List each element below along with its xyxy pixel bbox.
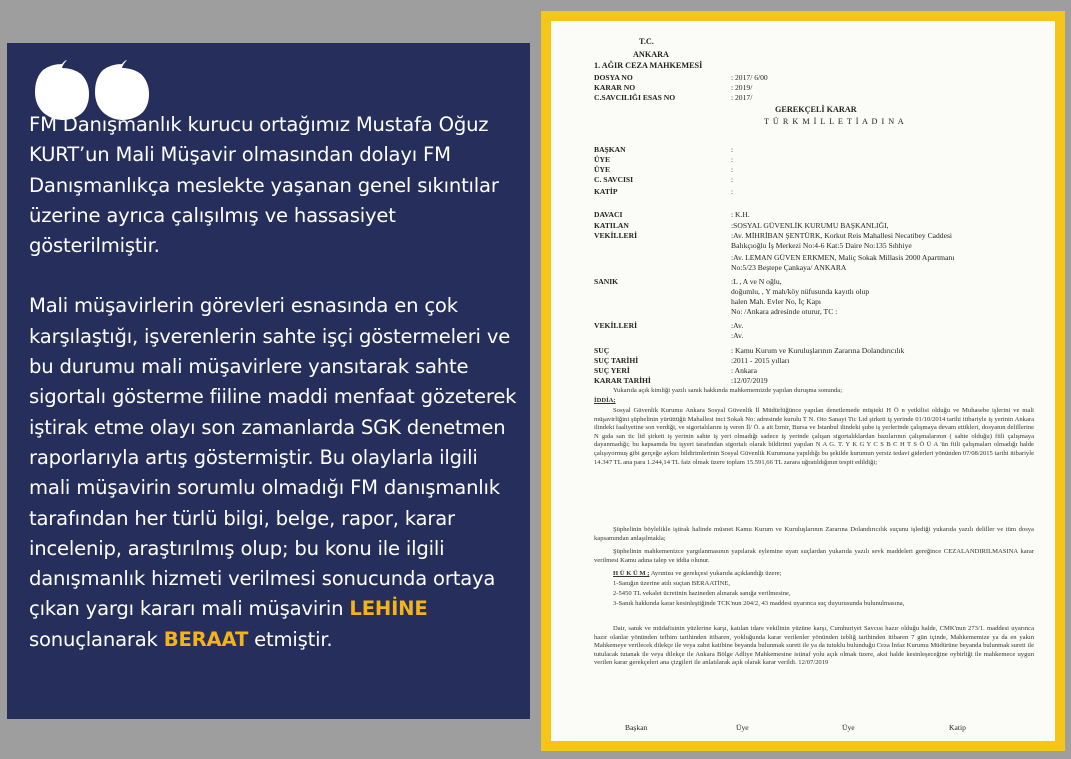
doc-paragraph-1: Sosyal Güvenlik Kurumu Ankara Sosyal Güvenlik İl Müdürlüğünce yapılan denetlemede müşteki H Ö n yetkilisi olduğu ve Muhasebe işlerini ve mali müşavirliğini şüphelinin yürüttüğü Mahallesi inci Sokak No: adresinde kurulu T N. Oto Sanayi Tic Ltd şirketi iş yerinde 01/10/2014 tarihi itibariyle iş yerinin Ankara ilindeki faaliyetine son verdiği, ve sigortalılarını iş veren İl/ Ö. a ait İzmir, Bursa ve İstanbul ilindeki şube iş yerlerinde çalışmaya devam ettikleri, dosyanın delillerine N gıda san tic ltd şirketi iş yerinin sahte iş yeri olmadığı sadece iş yerinde çalışan sigortalıklardan bazılarının çalışmalarının ( sahte olduğu) fiili çalışmaya dayanmadığı; bu kapsamda bu işyeri tarafından sigortalı olarak bildirimi yapılan N A G. T. Y K G Y C S B C H T S Ö Ü A 'ün fiili çalışmaları olmadığı halde çalışıyormuş gibi gerçeğe aykırı bildirimlerinin Sosyal Güvenlik Kurumuna yapıldığı bu şekilde kurumun yersiz tedavi giderleri yönünden 07/08/2015 tarihi itibariyle 14.347 TL ana para 1.244,14 TL faiz olmak üzere toplam 15.591,66 TL zarara uğratıldığının tespit edildiği;: [594, 407, 1034, 466]
doc-row-vekilleri-2: VEKİLLERİ :Av.: [594, 321, 744, 330]
document-frame: [541, 11, 1065, 751]
doc-paragraph-3: Şüphelinin mahkemenizce yargılanmasının yapılarak eylemine uyan suçlardan yukarıda yazılı sevk maddeleri gereğince CEZALANDIRILMASINA karar verilmesi Kamu adına talep ve iddia olunur.: [594, 548, 1034, 564]
card-paragraph-2-start: Mali müşavirlerin görevleri esnasında en çok karşılaştığı, işverenlerin sahte işçi göstermeleri ve bu durumu mali müşavirlere yansıtarak sahte sigortalı gösterme fiiline maddi menfaat gözeterek iştirak etme olayı son zamanlarda SGK denetmen raporlarıyla artış göstermiştir. Bu olaylarla ilgili mali müşavirin sorumlu olmadığı FM danışmanlık tarafından her türlü bilgi, belge, rapor, karar incelenip, araştırılmış olup; bu konu ile ilgili danışmanlık hizmeti verilmesi sonucunda ortaya çıkan yargı kararı mali müşavirin: [29, 294, 517, 621]
signature-uye-1: Üye: [736, 723, 749, 732]
doc-row-sanik: SANIK :L , A ve N oğlu,: [594, 277, 782, 286]
doc-vekil-line-3: :Av. LEMAN GÜVEN ERKMEN, Maliç Sokak Millasis 2000 Apartmanı: [731, 253, 955, 262]
signature-baskan: Başkan: [625, 723, 648, 732]
doc-hukum-3: 3-Sanık hakkında karar kesinleştiğinde TCK'nun 204/2, 43 maddesi uyarınca suç duyurusunda bulunulmasına,: [613, 600, 905, 607]
doc-row-vekilleri: VEKİLLERİ :Av. MİHRİBAN ŞENTÜRK, Korkut Reis Mahallesi Necatibey Caddesi: [594, 231, 953, 240]
doc-row-katilan: KATILAN :SOSYAL GÜVENLİK KURUMU BAŞKANLIĞI,: [594, 221, 889, 230]
doc-row-suc: SUÇ : Kamu Kurum ve Kuruluşlarının Zararına Dolandırıcılık: [594, 346, 905, 355]
doc-iddia-heading: İDDİA;: [594, 397, 616, 404]
doc-tc: T.C.: [639, 37, 654, 46]
doc-row-baskan: BAŞKAN :: [594, 145, 734, 154]
doc-intro: Yukarıda açık kimliği yazılı sanık hakkında mahkememizde yapılan duruşma sonunda;: [613, 387, 843, 394]
doc-sanik-line-3: halen Mah. Evler No, İç Kapı: [731, 297, 822, 306]
court-decision-document: [551, 21, 1055, 741]
doc-paragraph-2: Şüphelinin böylelikle iştirak halinde müsnet Kamu Kurum ve Kuruluşlarının Zararına Dolandırıcılık suçunu işlediği yukarıda yazılı deliller ve tüm dosya kapsamından anlaşılmakla;: [594, 526, 1034, 542]
doc-vekil-line-4: No:5/23 Beştepe Çankaya/ ANKARA: [731, 263, 847, 272]
signature-katip: Katip: [949, 723, 966, 732]
doc-row-uye2: ÜYE :: [594, 165, 734, 174]
doc-vekil-line-2: Balıkçıoğlu İş Merkezi No:4-6 Kat:5 Daire No:135 Sıhhiye: [731, 241, 912, 250]
doc-row-suc-yeri: SUÇ YERİ : Ankara: [594, 366, 757, 375]
highlight-lehine: LEHİNE: [349, 597, 428, 621]
card-paragraph-2-middle: sonuçlanarak: [29, 627, 164, 651]
doc-row-karar: KARAR NO : 2019/: [594, 83, 753, 92]
doc-row-karar-tarihi: KARAR TARİHİ :12/07/2019: [594, 376, 768, 385]
doc-row-katip: KATİP :: [594, 187, 734, 196]
doc-vekil-line-5: :Av.: [731, 331, 744, 340]
doc-hukum: H Ü K Ü M ; Ayrıntısı ve gerekçesi yukarıda açıklandığı üzere;: [613, 570, 782, 577]
doc-row-suc-tarihi: SUÇ TARİHİ :2011 - 2015 yılları: [594, 356, 790, 365]
doc-subtitle: T Ü R K M İ L L E T İ A D I N A: [764, 117, 905, 126]
doc-row-savci: C. SAVCISI :: [594, 175, 734, 184]
card-text: [29, 110, 524, 655]
doc-row-davaci: DAVACI : K.H.: [594, 210, 750, 219]
doc-title: GEREKÇELİ KARAR: [775, 105, 857, 114]
doc-hukum-1: 1-Sanığın üzerine atılı suçtan BERAATİNE,: [613, 580, 731, 587]
doc-row-dosya: DOSYA NO : 2017/ 6/00: [594, 73, 768, 82]
doc-city: ANKARA: [633, 50, 669, 59]
highlight-beraat: BERAAT: [163, 627, 249, 651]
doc-sanik-line-2: doğumlu, , Y mah/köy nüfusunda kayıtlı olup: [731, 287, 870, 296]
doc-row-uye1: ÜYE :: [594, 155, 734, 164]
doc-court: 1. AĞIR CEZA MAHKEMESİ: [594, 61, 703, 70]
doc-sanik-line-4: No: /Ankara adresinde oturur, TC :: [731, 307, 838, 316]
quote-card: [7, 43, 530, 719]
card-paragraph-1: FM Danışmanlık kurucu ortağımız Mustafa Oğuz KURT’un Mali Müşavir olmasından dolayı FM Danışmanlıkça meslekte yaşanan genel sıkıntılar üzerine ayrıca çalışılmış ve hassasiyet gösterilmiştir.: [29, 113, 499, 258]
signature-uye-2: Üye: [842, 723, 855, 732]
card-paragraph-2: [29, 291, 524, 655]
doc-row-savcilik: C.SAVCILIĞI ESAS NO : 2017/: [594, 93, 753, 102]
card-paragraph-2-end: etmiştir.: [248, 627, 333, 651]
doc-hukum-2: 2-5450 TL vekalet ücretinin hazineden alınarak sanığa verilmesine,: [613, 590, 791, 597]
doc-paragraph-4: Dair, sanık ve müdafisinin yüzlerine karşı, katılan idare vekilinin yüzüne karşı, Cumhuriyet Savcısı hazır olduğu halde, CMK'nun 273/1. maddesi uyarınca hazır olanlar yönünden tefhim tarihinden itibaren, yokluğunda karar verilenler yönünden tebliğ tarihinden itibaren 7 gün içinde, Mahkememize ya da en yakın Mahkemeye verilecek dilekçe ile veya zabıt katibine beyanda bulunmak sureti ile ya da tutuklu bulunduğu Ceza İnfaz Kurumu Müdürüne beyanda bulunmak sureti ile tutulacak tutanak ile veya dilekçe ile Ankara Bölge Adliye Mahkemesine istinaf yolu açık olmak üzere, aksi halde kesinleşeceğine oybirliği ile mahkemece uygun verilen karar gerekçeleri ana çizgileri ile anlatılarak açık olarak karar verildi. 12/07/2019: [594, 625, 1034, 667]
